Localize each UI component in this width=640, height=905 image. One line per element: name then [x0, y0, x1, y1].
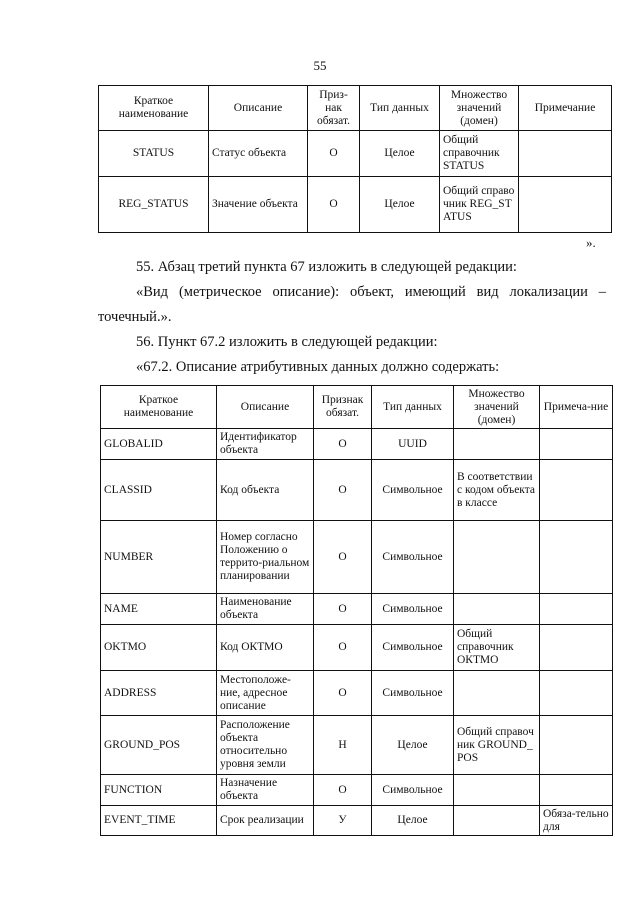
paragraph-55-quote-line2: точечный.». [98, 309, 172, 325]
attribute-table-main [100, 385, 613, 836]
cell-short-name: NUMBER [101, 521, 217, 594]
cell-required: О [314, 460, 372, 521]
table-header-row [101, 386, 613, 429]
attribute-table-top [98, 85, 612, 233]
cell-note [540, 625, 613, 671]
cell-required: О [314, 775, 372, 806]
cell-domain: Общий справочник REG_STATUS [440, 177, 519, 233]
cell-data-type: UUID [372, 429, 454, 460]
cell-required: О [314, 594, 372, 625]
table-row [101, 716, 613, 775]
cell-short-name: EVENT_TIME [101, 806, 217, 836]
header-domain: Множество значений (домен) [454, 386, 540, 429]
table-row [99, 131, 612, 177]
cell-description: Идентификатор объекта [217, 429, 314, 460]
cell-data-type: Символьное [372, 460, 454, 521]
cell-domain [454, 806, 540, 836]
cell-note [519, 177, 612, 233]
cell-domain [454, 671, 540, 716]
header-required: Приз-нак обязат. [308, 86, 360, 131]
table-row [101, 806, 613, 836]
cell-domain: В соответствии с кодом объекта в классе [454, 460, 540, 521]
cell-note [540, 775, 613, 806]
cell-short-name: GLOBALID [101, 429, 217, 460]
cell-short-name: GROUND_POS [101, 716, 217, 775]
cell-note [540, 521, 613, 594]
table-row [101, 429, 613, 460]
cell-short-name: NAME [101, 594, 217, 625]
cell-data-type: Целое [360, 131, 440, 177]
header-data-type: Тип данных [372, 386, 454, 429]
paragraph-56-quote: «67.2. Описание атрибутивных данных должно содержать: [136, 359, 500, 375]
cell-description: Статус объекта [209, 131, 308, 177]
cell-description: Расположение объекта относительно уровня земли [217, 716, 314, 775]
table-row [101, 460, 613, 521]
cell-domain [454, 521, 540, 594]
header-short-name: Краткое наименование [99, 86, 209, 131]
cell-short-name: ADDRESS [101, 671, 217, 716]
cell-short-name: OKTMO [101, 625, 217, 671]
cell-note [540, 429, 613, 460]
paragraph-55-quote-line1: «Вид (метрическое описание): объект, имеющий вид локализации – [136, 284, 606, 300]
closing-quote: ». [586, 235, 596, 250]
cell-description: Номер согласно Положению о террито-риальном планировании [217, 521, 314, 594]
cell-note [540, 594, 613, 625]
header-description: Описание [217, 386, 314, 429]
cell-data-type: Символьное [372, 775, 454, 806]
cell-required: О [308, 131, 360, 177]
cell-domain [454, 429, 540, 460]
cell-description: Код объекта [217, 460, 314, 521]
cell-required: О [314, 429, 372, 460]
cell-required: О [314, 671, 372, 716]
paragraph-56: 56. Пункт 67.2 изложить в следующей редакции: [136, 334, 438, 350]
cell-required: О [314, 521, 372, 594]
header-domain: Множество значений (домен) [440, 86, 519, 131]
cell-data-type: Целое [372, 716, 454, 775]
cell-domain [454, 594, 540, 625]
cell-data-type: Символьное [372, 521, 454, 594]
cell-domain: Общий справочник GROUND_POS [454, 716, 540, 775]
page-number: 55 [313, 58, 327, 73]
cell-short-name: FUNCTION [101, 775, 217, 806]
cell-description: Значение объекта [209, 177, 308, 233]
cell-description: Местоположе-ние, адресное описание [217, 671, 314, 716]
cell-note: Обяза-тельно для [540, 806, 613, 836]
header-short-name: Краткое наименование [101, 386, 217, 429]
table-row [101, 521, 613, 594]
cell-note [540, 460, 613, 521]
paragraph-55: 55. Абзац третий пункта 67 изложить в следующей редакции: [136, 259, 517, 275]
cell-description: Наименование объекта [217, 594, 314, 625]
cell-required: О [314, 625, 372, 671]
cell-description: Назначение объекта [217, 775, 314, 806]
header-required: Признак обязат. [314, 386, 372, 429]
header-note: Примеча-ние [540, 386, 613, 429]
table-row [101, 671, 613, 716]
cell-short-name: CLASSID [101, 460, 217, 521]
cell-note [540, 716, 613, 775]
cell-domain [454, 775, 540, 806]
cell-required: У [314, 806, 372, 836]
table-row [99, 177, 612, 233]
cell-data-type: Символьное [372, 594, 454, 625]
table-row [101, 775, 613, 806]
cell-data-type: Символьное [372, 625, 454, 671]
cell-required: Н [314, 716, 372, 775]
cell-description: Срок реализации [217, 806, 314, 836]
cell-data-type: Целое [360, 177, 440, 233]
table-row [101, 625, 613, 671]
header-description: Описание [209, 86, 308, 131]
cell-short-name: REG_STATUS [99, 177, 209, 233]
cell-domain: Общий справочник ОКТМО [454, 625, 540, 671]
cell-domain: Общий справочник STATUS [440, 131, 519, 177]
cell-data-type: Целое [372, 806, 454, 836]
cell-note [519, 131, 612, 177]
cell-description: Код ОКТМО [217, 625, 314, 671]
header-note: Примечание [519, 86, 612, 131]
cell-data-type: Символьное [372, 671, 454, 716]
cell-short-name: STATUS [99, 131, 209, 177]
cell-note [540, 671, 613, 716]
cell-required: О [308, 177, 360, 233]
table-header-row [99, 86, 612, 131]
header-data-type: Тип данных [360, 86, 440, 131]
table-row [101, 594, 613, 625]
